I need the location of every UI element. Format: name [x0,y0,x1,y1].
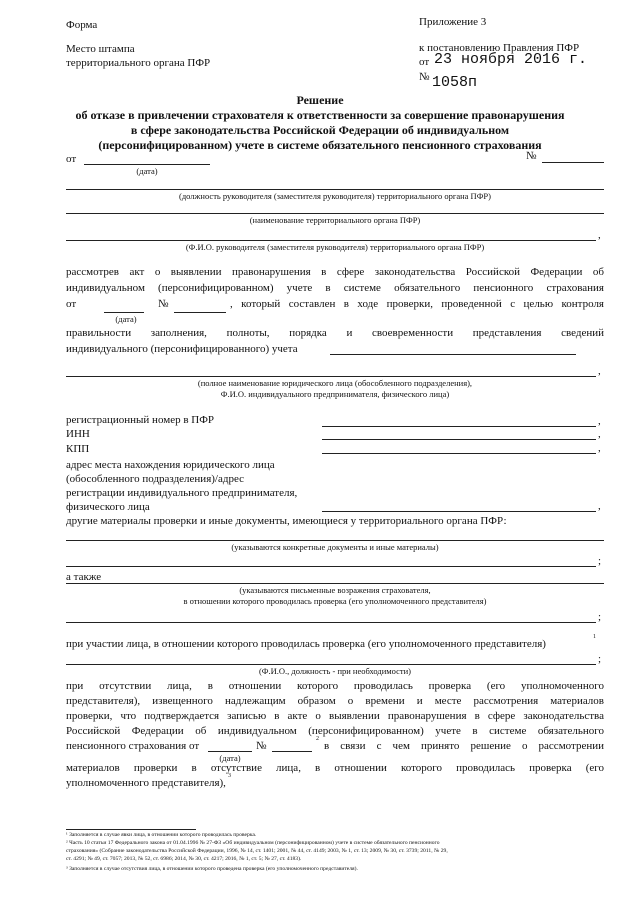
absence-line5-b: в связи с чем принято решение о рассмотрении [324,740,604,752]
appendix-label: Приложение 3 [419,16,487,28]
absence-line2: представителя), извещенного надлежащим образом о времени и месте рассмотрения материалов [66,695,604,707]
org-name-label: (наименование территориального органа ПФР) [249,215,421,225]
footnote-2-line3: ст. 4291; № 49, ст. 7057; 2013, № 52, ст. 6986; 2014, № 30, ст. 4217; 2016, № 1, ст. 5; № 27, ст. 4183). [66,856,302,862]
legal-name-label-2: Ф.И.О. индивидуального предпринимателя, физического лица) [220,389,450,399]
objections-field-2[interactable] [66,622,596,623]
kpp-field[interactable] [322,453,596,454]
head-position-field[interactable] [66,189,604,190]
decision-date-label: (дата) [136,166,158,176]
absence-line4: Российской Федерации об индивидуальном (персонифицированном) учете в системе обязательного [66,725,604,737]
kpp-label: КПП [66,443,90,455]
absence-line5-a: пенсионного страхования от [66,740,200,752]
resolution-num-prefix: № [419,71,430,83]
legal-name-field[interactable] [66,376,596,377]
notice-number-field[interactable] [272,751,312,752]
comma-3: , [598,415,601,427]
stamp-place-line1: Место штампа [66,43,135,55]
decision-date-field[interactable] [84,164,210,165]
p1-line5-field[interactable] [330,354,576,355]
title-line3: (персонифицированном) учете в системе обязательного пенсионного страхования [98,138,542,152]
footnote-divider [66,829,196,830]
p1-line5: индивидуального (персонифицированного) учета [66,343,298,355]
footnote-3: ³ Заполняется в случае отсутствия лица, в отношении которого проведена проверка (его уполномоченного представителя). [66,866,358,872]
documents-label: (указываются конкретные документы и иные материалы) [231,542,439,552]
title-line2: в сфере законодательства Российской Федерации об индивидуальном [130,123,510,137]
other-materials-label: другие материалы проверки и иные документы, имеющиеся у территориального органа ПФР: [66,515,507,527]
semicolon-2: ; [598,611,602,623]
resolution-date: 23 ноября 2016 г. [434,51,588,68]
p1-ot: от [66,298,77,310]
absence-line1: при отсутствии лица, в отношении которого проводилась проверка (его уполномоченного [66,680,604,692]
presence-label: при участии лица, в отношении которого проводилась проверка (его уполномоченного представителя) [66,638,546,650]
absence-line5-num: № [256,740,267,752]
comma-1: , [598,229,601,241]
address-label-2: (обособленного подразделения)/адрес [66,473,244,485]
title-word: Решение [296,93,344,107]
comma-2: , [598,365,601,377]
address-label-4: физического лица [66,501,150,513]
decision-num-prefix: № [526,150,537,162]
absence-line3: проверки, что подтверждается записью в акте о выявлении правонарушения в сфере законодательства [66,710,604,722]
resolution-from: от [419,56,430,68]
comma-4: , [598,428,601,440]
address-field[interactable] [322,511,596,512]
footnote-2-line2: страхования» (Собрание законодательства Российской Федерации, 1996, № 14, ст. 1401; 2001, № 44, ст. 4149; 2003, № 1, ст. 13; 2009, № 30, ст. 3739; 2011, № 29, [66,848,448,854]
notice-date-field[interactable] [208,751,252,752]
address-label-3: регистрации индивидуального предпринимателя, [66,487,298,499]
comma-5: , [598,442,601,454]
absence-line7: уполномоченного представителя), [66,777,226,789]
inn-field[interactable] [322,439,596,440]
objections-label-2: в отношении которого проводилась проверка (его уполномоченного представителя) [183,596,487,606]
documents-field-2[interactable] [66,566,596,567]
participant-fio-field[interactable] [66,664,596,665]
head-position-label: (должность руководителя (заместителя руководителя) территориального органа ПФР) [179,191,491,201]
act-date-label: (дата) [115,314,137,324]
footnote-ref-1: 1 [593,634,596,640]
semicolon-3: ; [598,653,602,665]
footnote-2-line1: ² Часть 10 статьи 17 Федерального закона от 01.04.1996 № 27-ФЗ «Об индивидуальном (персонифицированном) учете в системе обязательного пенсионного [66,840,440,846]
also-label: а также [66,571,102,583]
reg-num-label: регистрационный номер в ПФР [66,414,215,426]
p1-line4: правильности заполнения, полноты, порядка и своевременности представления сведений [66,327,604,339]
footnote-ref-3: 3 [228,773,231,779]
comma-6: , [598,500,601,512]
title-line1: об отказе в привлечении страхователя к ответственности за совершение правонарушения [75,108,565,122]
legal-name-label-1: (полное наименование юридического лица (обособленного подразделения), [197,378,473,388]
notice-date-label: (дата) [219,753,241,763]
date-prefix: от [66,153,77,165]
resolution-label: к постановлению Правления ПФР [419,42,580,54]
p1-num: № [158,298,169,310]
semicolon-1: ; [598,555,602,567]
act-date-field[interactable] [104,312,144,313]
org-name-field[interactable] [66,213,604,214]
p1-line1: рассмотрев акт о выявлении правонарушения в сфере законодательства Российской Федерации об [66,266,604,278]
stamp-place-line2: территориального органа ПФР [66,57,211,69]
footnote-1: ¹ Заполняется в случае явки лица, в отношении которого проводилась проверка. [66,832,257,838]
participant-fio-label: (Ф.И.О., должность - при необходимости) [258,666,412,676]
address-label-1: адрес места нахождения юридического лица [66,459,275,471]
form-label: Форма [66,19,98,31]
resolution-number: 1058п [432,74,478,91]
reg-num-field[interactable] [322,426,596,427]
head-fio-label: (Ф.И.О. руководителя (заместителя руководителя) территориального органа ПФР) [185,242,485,252]
objections-field[interactable] [66,583,604,584]
documents-field[interactable] [66,540,604,541]
footnote-ref-2: 2 [316,736,319,742]
act-number-field[interactable] [174,312,226,313]
decision-number-field[interactable] [542,162,604,163]
head-fio-field[interactable] [66,240,596,241]
absence-line6: материалов проверки в отсутствие лица, в отношении которого проводилась проверка (его [66,762,604,774]
objections-label-1: (указываются письменные возражения страхователя, [239,585,431,595]
inn-label: ИНН [66,428,90,440]
p1-line3-rest: , который составлен в ходе проверки, проведенной с целью контроля [230,298,604,310]
p1-line2: индивидуальном (персонифицированном) учете в системе обязательного пенсионного страхования [66,282,604,294]
